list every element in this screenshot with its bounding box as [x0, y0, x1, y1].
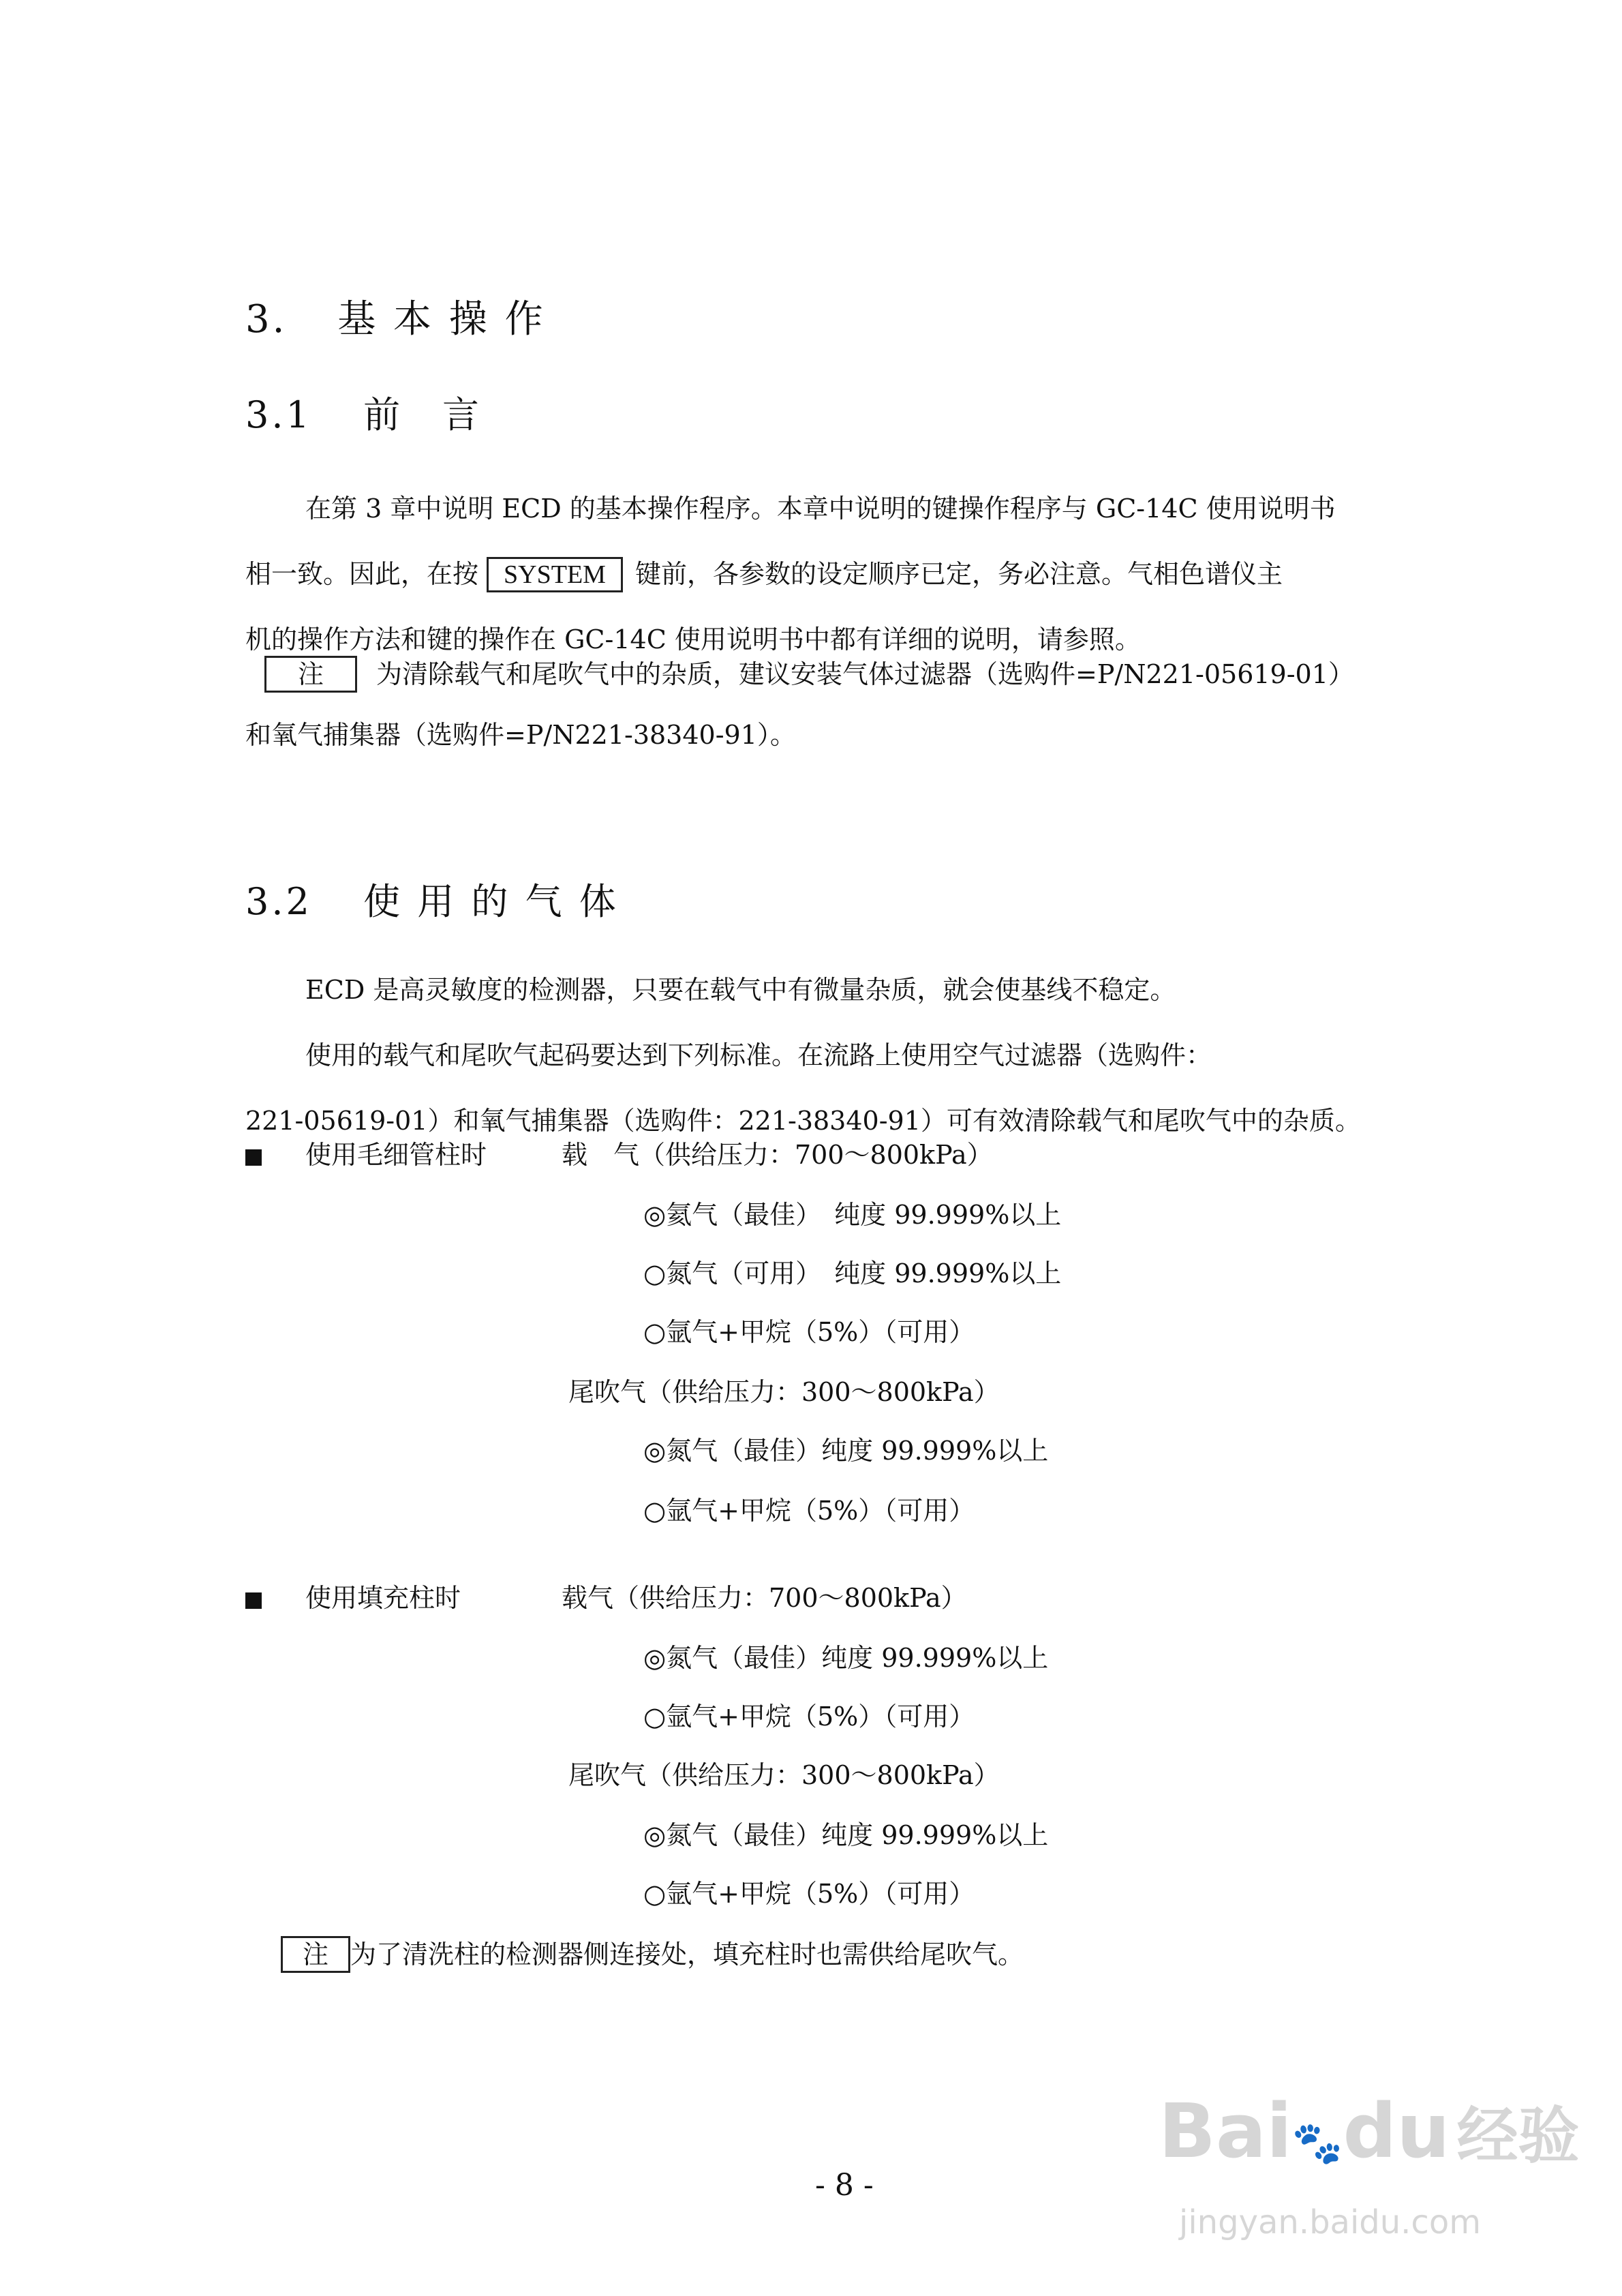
subsection-3-1-heading: [245, 386, 482, 438]
system-key-box: SYSTEM: [487, 557, 623, 592]
subsection-3-1-number: 3.1: [245, 393, 312, 436]
subsection-3-2-title: 使 用 的 气 体: [363, 880, 619, 923]
subsection-3-1-title: 前 言: [363, 393, 483, 436]
intro-line-1: 在第 3 章中说明 ECD 的基本操作程序。本章中说明的键操作程序与 GC-14C 使用说明书: [305, 494, 1336, 524]
paw-icon: 🐾: [1291, 2119, 1343, 2167]
intro-line-3: 机的操作方法和键的操作在 GC-14C 使用说明书中都有详细的说明，请参照。: [245, 624, 1141, 654]
packed-row: [245, 1582, 262, 1614]
page-number: - 8 -: [815, 2168, 874, 2203]
watermark-brand2: du: [1343, 2087, 1450, 2175]
capillary-makeup-item: ○氩气+甲烷（5%）（可用）: [643, 1496, 975, 1526]
packed-makeup: 尾吹气（供给压力：300～800kPa）: [568, 1760, 1000, 1790]
packed-carrier: 载气（供给压力：700～800kPa）: [562, 1583, 967, 1613]
gas-line-1: ECD 是高灵敏度的检测器，只要在载气中有微量杂质，就会使基线不稳定。: [305, 975, 1176, 1005]
capillary-carrier: 载 气（供给压力：700～800kPa）: [562, 1140, 993, 1170]
gas-line-2: 使用的载气和尾吹气起码要达到下列标准。在流路上使用空气过滤器（选购件：: [305, 1040, 1212, 1070]
section-heading: [245, 289, 546, 344]
subsection-3-2-heading: [245, 873, 619, 925]
watermark-jingyan: 经验: [1456, 2100, 1580, 2172]
note-1-text-a: 为清除载气和尾吹气中的杂质，建议安装气体过滤器（选购件=P/N221-05619-01）: [376, 659, 1354, 689]
note-1-label: 注: [264, 656, 357, 693]
capillary-makeup-item: ◎氮气（最佳）纯度 99.999%以上: [643, 1436, 1049, 1466]
packed-carrier-item: ○氩气+甲烷（5%）（可用）: [643, 1702, 975, 1732]
baidu-watermark-logo: [1159, 2086, 1580, 2175]
intro-line-2-pre: 相一致。因此，在按: [245, 559, 479, 589]
gas-line-3: 221-05619-01）和氧气捕集器（选购件：221-38340-91）可有效清除载气和尾吹气中的杂质。: [245, 1106, 1361, 1136]
section-number: 3.: [245, 297, 288, 342]
capillary-row: [245, 1138, 262, 1171]
watermark-brand: Bai: [1159, 2087, 1292, 2175]
intro-line-2-post: 键前，各参数的设定顺序已定，务必注意。气相色谱仪主: [634, 559, 1283, 589]
note-1: [264, 656, 1354, 693]
intro-line-2: [245, 541, 1458, 607]
capillary-carrier-item: ○氩气+甲烷（5%）（可用）: [643, 1317, 975, 1347]
subsection-3-2-number: 3.2: [245, 880, 312, 923]
packed-makeup-item: ◎氮气（最佳）纯度 99.999%以上: [643, 1820, 1049, 1850]
intro-paragraph: [245, 476, 1458, 672]
note-2: [281, 1936, 1024, 1973]
note-2-label: 注: [281, 1936, 350, 1973]
packed-label: 使用填充柱时: [305, 1583, 461, 1613]
packed-carrier-item: ◎氮气（最佳）纯度 99.999%以上: [643, 1643, 1049, 1673]
note-1-text-b: 和氧气捕集器（选购件=P/N221-38340-91）。: [245, 720, 796, 750]
gas-paragraph: [245, 957, 1458, 1153]
bullet-square-icon: [245, 1149, 262, 1166]
packed-makeup-item: ○氩气+甲烷（5%）（可用）: [643, 1879, 975, 1909]
capillary-carrier-item: ○氮气（可用） 纯度 99.999%以上: [643, 1258, 1062, 1288]
section-title: 基 本 操 作: [337, 297, 546, 342]
capillary-makeup: 尾吹气（供给压力：300～800kPa）: [568, 1377, 1000, 1407]
capillary-label: 使用毛细管柱时: [305, 1140, 487, 1170]
watermark-url: jingyan.baidu.com: [1179, 2203, 1481, 2241]
note-2-text: 为了清洗柱的检测器侧连接处，填充柱时也需供给尾吹气。: [350, 1939, 1024, 1969]
capillary-carrier-item: ◎氦气（最佳） 纯度 99.999%以上: [643, 1200, 1062, 1230]
bullet-square-icon: [245, 1592, 262, 1609]
